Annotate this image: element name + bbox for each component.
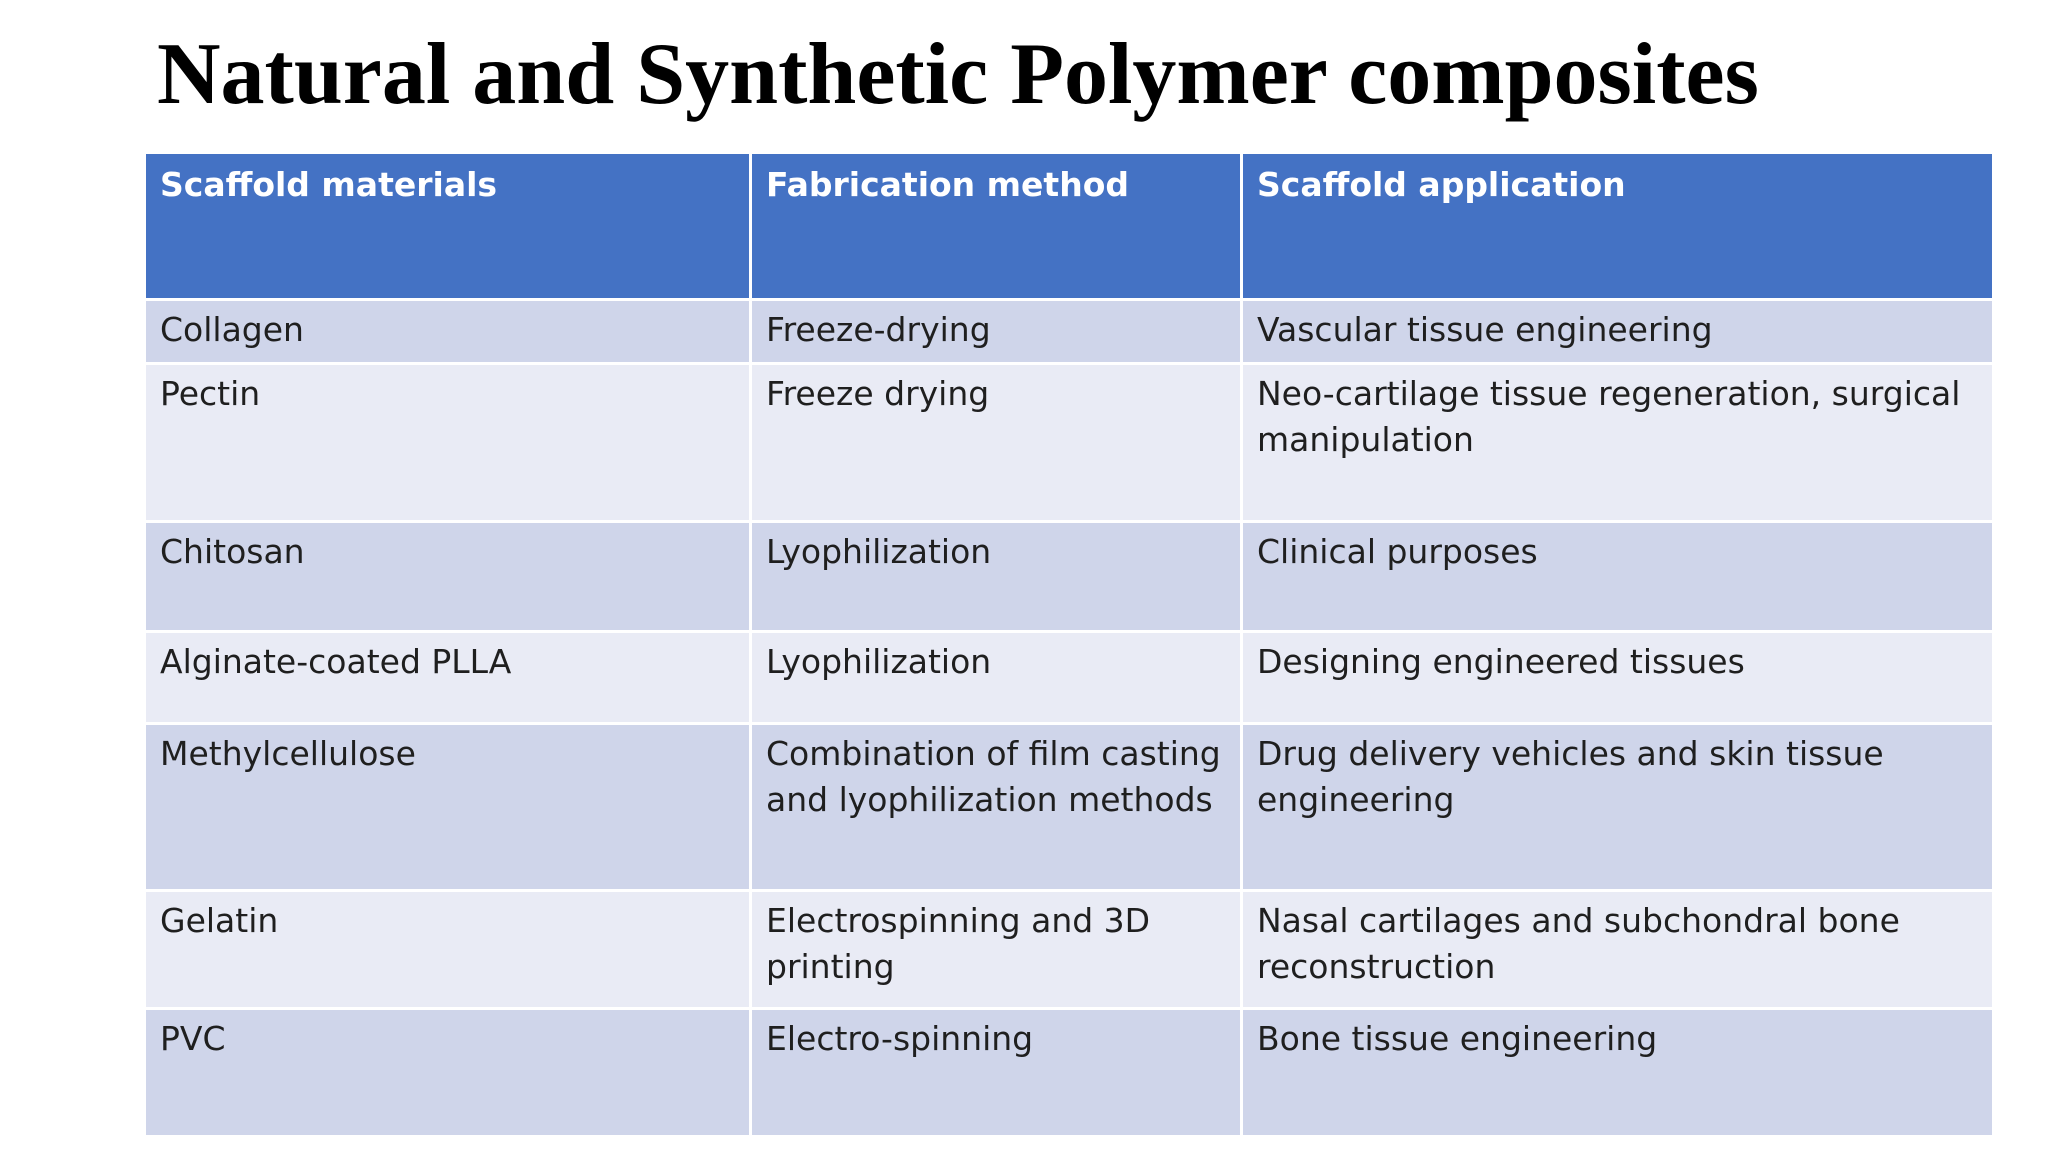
header-scaffold-materials: Scaffold materials [145, 153, 751, 300]
cell-method: Electro-spinning [751, 1009, 1242, 1137]
table-row [145, 300, 1994, 364]
cell-method: Freeze-drying [751, 300, 1242, 364]
table-row [145, 724, 1994, 891]
cell-material: Alginate-coated PLLA [145, 632, 751, 724]
cell-method: Freeze drying [751, 364, 1242, 522]
table-row [145, 522, 1994, 632]
cell-material: Pectin [145, 364, 751, 522]
table-row [145, 632, 1994, 724]
scaffold-table [143, 151, 1995, 1138]
table-row [145, 1009, 1994, 1137]
cell-material: Methylcellulose [145, 724, 751, 891]
cell-application: Bone tissue engineering [1242, 1009, 1994, 1137]
cell-application: Vascular tissue engineering [1242, 300, 1994, 364]
cell-material: Gelatin [145, 891, 751, 1009]
cell-application: Designing engineered tissues [1242, 632, 1994, 724]
cell-method: Lyophilization [751, 632, 1242, 724]
cell-application: Neo-cartilage tissue regeneration, surgical manipulation [1242, 364, 1994, 522]
table-row [145, 364, 1994, 522]
cell-material: PVC [145, 1009, 751, 1137]
cell-material: Collagen [145, 300, 751, 364]
cell-method: Combination of film casting and lyophilization methods [751, 724, 1242, 891]
slide-title: Natural and Synthetic Polymer composites [157, 26, 1759, 123]
cell-method: Lyophilization [751, 522, 1242, 632]
table-header-row [145, 153, 1994, 300]
header-fabrication-method: Fabrication method [751, 153, 1242, 300]
cell-method: Electrospinning and 3D printing [751, 891, 1242, 1009]
cell-material: Chitosan [145, 522, 751, 632]
header-scaffold-application: Scaffold application [1242, 153, 1994, 300]
cell-application: Clinical purposes [1242, 522, 1994, 632]
cell-application: Drug delivery vehicles and skin tissue engineering [1242, 724, 1994, 891]
table-row [145, 891, 1994, 1009]
cell-application: Nasal cartilages and subchondral bone reconstruction [1242, 891, 1994, 1009]
